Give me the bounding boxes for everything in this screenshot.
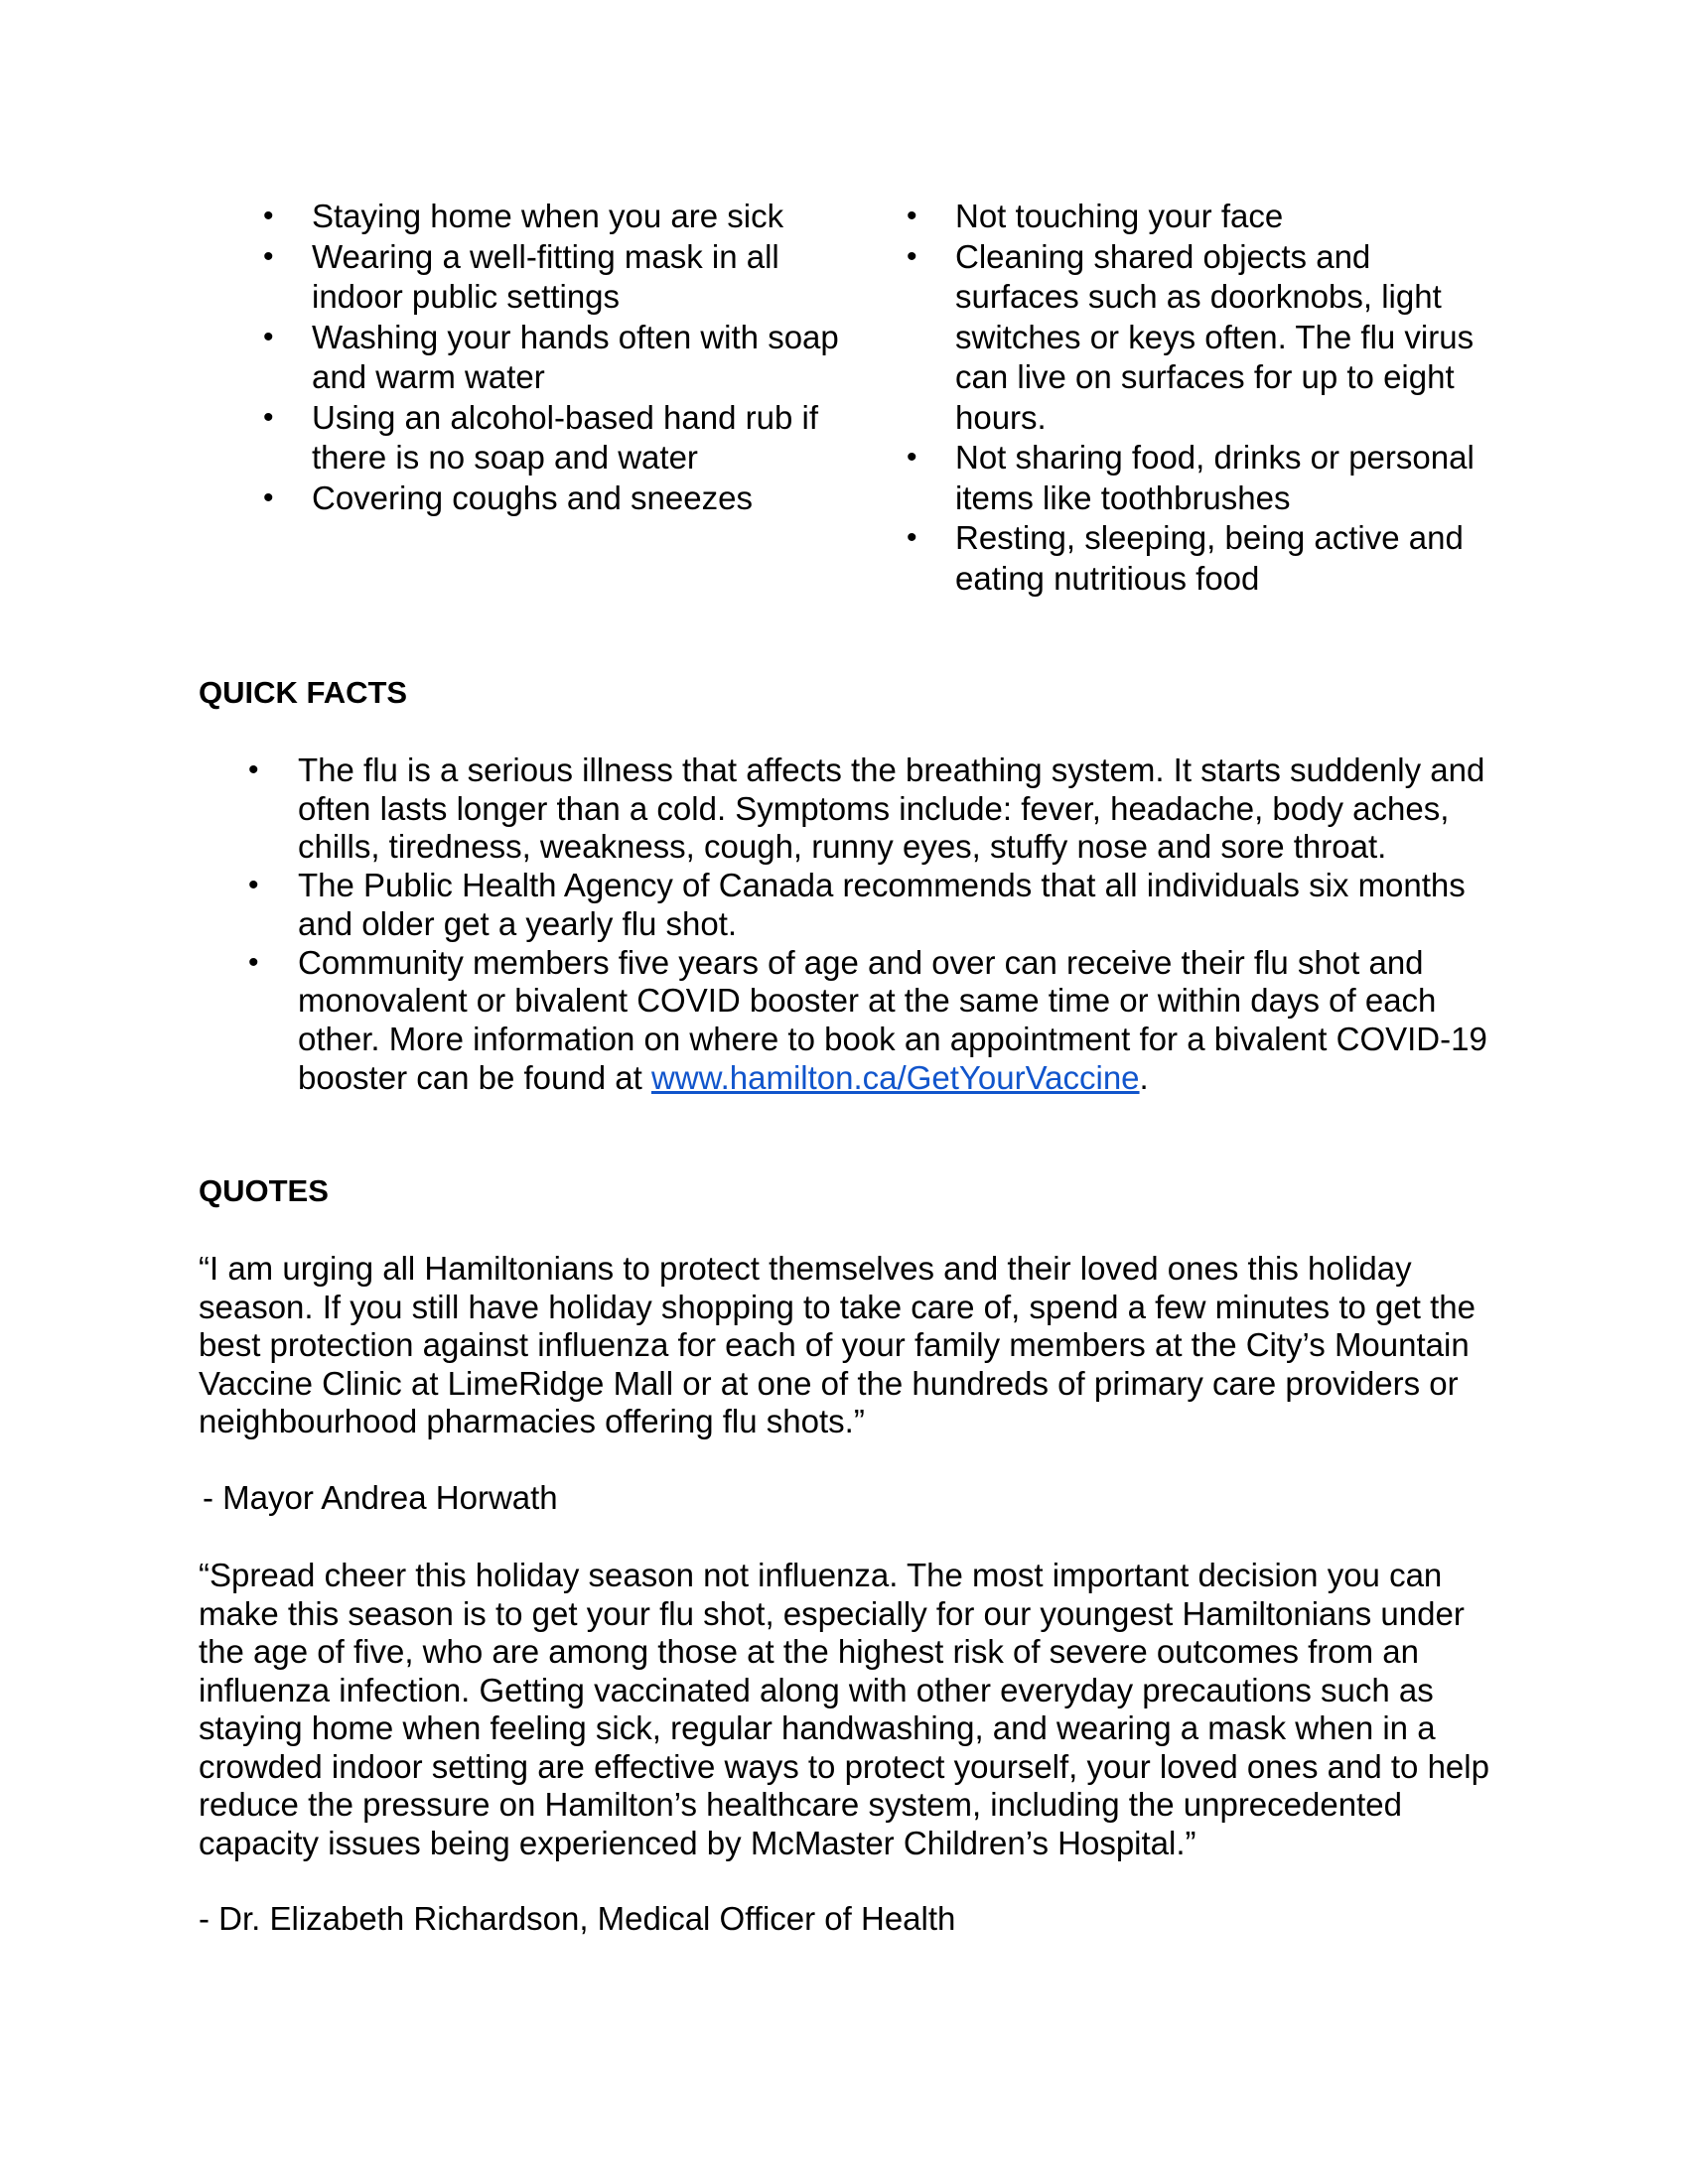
list-item: • Cleaning shared objects and surfaces such as doorknobs, light switches or keys often. The flu virus can live on surfaces for up to eight hours. — [907, 237, 1502, 439]
list-item: • Resting, sleeping, being active and eating nutritious food — [907, 518, 1502, 599]
quotes-heading: QUOTES — [199, 1173, 329, 1208]
list-item-text: Community members five years of age and over can receive their flu shot and monovalent or bivalent COVID booster at the same time or within days of each other. More information on where to book an appointment for a bivalent COVID-19 booster can be found at — [298, 943, 1487, 1096]
list-item: • Covering coughs and sneezes — [263, 478, 859, 519]
list-item: • The Public Health Agency of Canada recommends that all individuals six months and older get a yearly flu shot. — [248, 867, 1499, 943]
precautions-list-right — [907, 197, 1502, 599]
medical-officer-attribution: - Dr. Elizabeth Richardson, Medical Officer of Health — [199, 1900, 956, 1937]
list-item: • Not sharing food, drinks or personal items like toothbrushes — [907, 438, 1502, 518]
mayor-quote: “I am urging all Hamiltonians to protect themselves and their loved ones this holiday season. If you still have holiday shopping to take care of, spend a few minutes to get the best protection against influenza for each of your family members at the City’s Mountain Vaccine Clinic at LimeRidge Mall or at one of the hundreds of primary care providers or neighbourhood pharmacies offering flu shots.” — [199, 1250, 1476, 1439]
quick-facts-heading: QUICK FACTS — [199, 675, 408, 710]
list-item: • Wearing a well-fitting mask in all indoor public settings — [263, 237, 859, 318]
vaccine-link[interactable]: www.hamilton.ca/GetYourVaccine — [650, 1058, 1140, 1096]
list-item: • The flu is a serious illness that affects the breathing system. It starts suddenly and often lasts longer than a cold. Symptoms include: fever, headache, body aches, chills, tiredness, weakness, cough, runny eyes, stuffy nose and sore throat. — [248, 751, 1499, 867]
mayor-attribution: - Mayor Andrea Horwath — [203, 1479, 558, 1516]
list-item: • Washing your hands often with soap and warm water — [263, 318, 859, 398]
precautions-list-left — [263, 197, 859, 518]
list-item: • Staying home when you are sick — [263, 197, 859, 237]
medical-officer-quote: “Spread cheer this holiday season not influenza. The most important decision you can make this season is to get your flu shot, especially for our youngest Hamiltonians under the age of five, who are among those at the highest risk of severe outcomes from an influenza infection. Getting vaccinated along with other everyday precautions such as staying home when feeling sick, regular handwashing, and wearing a mask when in a crowded indoor setting are effective ways to protect yourself, your loved ones and to help reduce the pressure on Hamilton’s healthcare system, including the unprecedented capacity issues being experienced by McMaster Children’s Hospital.” — [199, 1557, 1489, 1861]
list-item — [248, 944, 1499, 1098]
list-item-end: . — [1139, 1058, 1149, 1096]
quick-facts-list — [248, 751, 1499, 1097]
list-item: • Not touching your face — [907, 197, 1502, 237]
list-item: • Using an alcohol-based hand rub if there is no soap and water — [263, 398, 859, 478]
